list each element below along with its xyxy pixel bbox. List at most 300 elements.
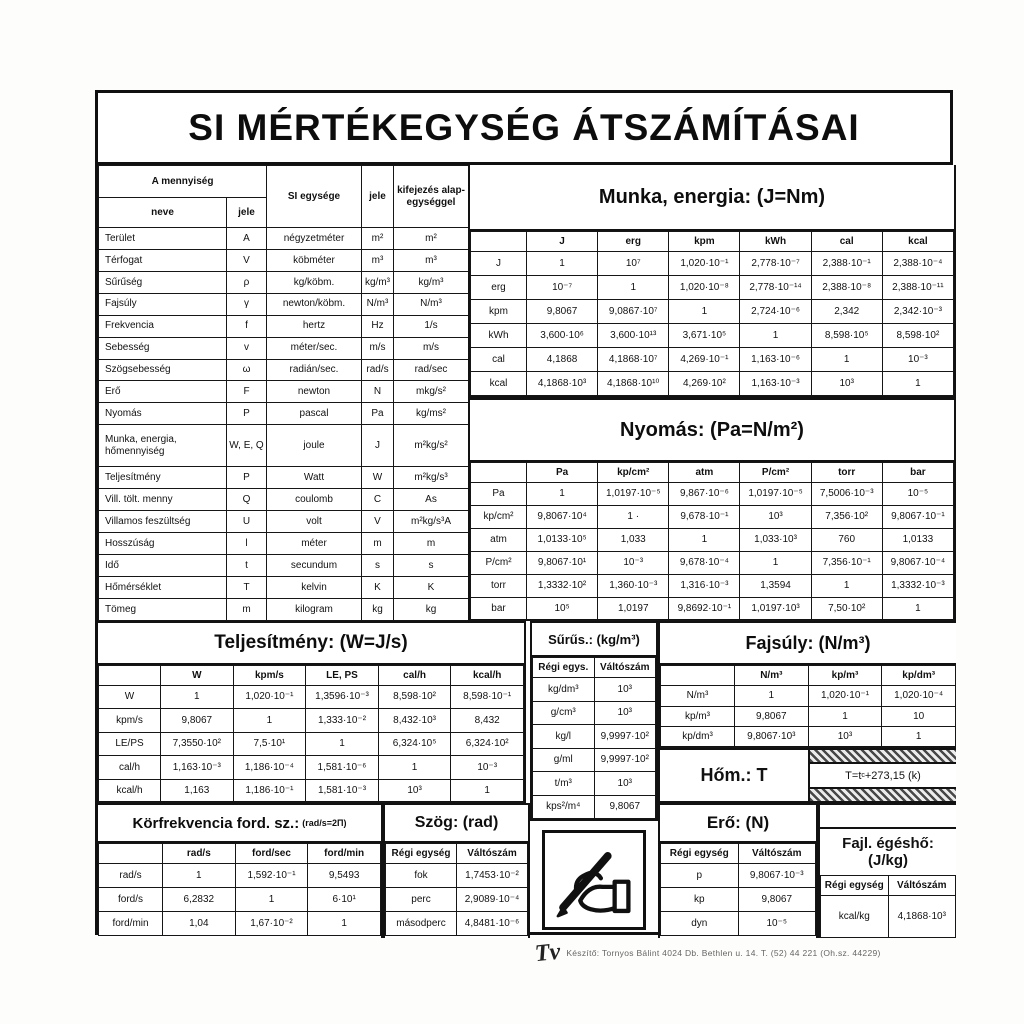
table-cell: méter/sec.	[267, 337, 362, 359]
row-header: erg	[471, 276, 527, 300]
column-header: Váltószám	[738, 844, 816, 864]
fajsuly-table	[660, 665, 956, 748]
table-cell: 1,020·10⁻⁸	[669, 276, 740, 300]
row-header: kps²/m⁴	[533, 795, 595, 819]
table-cell: hertz	[267, 315, 362, 337]
table-cell: 10⁻³	[882, 348, 953, 372]
table-cell: P	[227, 467, 267, 489]
table-cell: kelvin	[267, 577, 362, 599]
ero-title: Erő: (N)	[660, 805, 816, 843]
szog-title: Szög: (rad)	[385, 805, 528, 843]
table-cell: N/m³	[394, 293, 469, 315]
table-cell: m²kg/s³	[394, 467, 469, 489]
table-cell: N	[362, 381, 394, 403]
table-cell: 1,3594	[740, 575, 811, 598]
table-cell: mkg/s²	[394, 381, 469, 403]
table-cell: m	[227, 598, 267, 620]
hom-block	[658, 748, 956, 803]
table-cell: kg/ms²	[394, 403, 469, 425]
column-header: J	[527, 232, 598, 252]
column-header: jele	[362, 166, 394, 228]
table-cell: 4,1868·10³	[888, 896, 956, 938]
row-header: cal/h	[99, 756, 161, 779]
table-row	[661, 706, 956, 727]
column-header	[471, 232, 527, 252]
table-cell: 1	[740, 552, 811, 575]
table-row	[99, 686, 524, 709]
table-cell: 1,3332·10⁻³	[882, 575, 953, 598]
table-cell: 9,0867·10⁷	[598, 300, 669, 324]
column-header: rad/s	[163, 844, 236, 864]
hom-formula-cell	[810, 750, 956, 801]
table-row	[471, 506, 954, 529]
row-header: fok	[386, 864, 457, 888]
table-cell: 9,8067·10⁻⁴	[882, 552, 953, 575]
table-cell: 10⁻⁵	[738, 912, 816, 936]
row-header: W	[99, 686, 161, 709]
table-cell: 2,342·10⁻³	[882, 300, 953, 324]
row-header: kp/cm²	[471, 506, 527, 529]
column-header: A mennyiség	[99, 166, 267, 198]
table-cell: kg/m³	[362, 271, 394, 293]
table-cell: 10³	[378, 779, 451, 802]
table-row	[99, 293, 469, 315]
row-header: p	[661, 864, 739, 888]
table-cell: 9,8067	[161, 709, 234, 732]
table-cell: 4,1868·10³	[527, 372, 598, 396]
korfrekvencia-table	[98, 843, 381, 936]
egesho-title	[820, 827, 956, 875]
ero-table	[660, 843, 816, 936]
table-cell: As	[394, 489, 469, 511]
sheet-title-bar	[98, 93, 950, 165]
table-cell: m²kg/s³A	[394, 511, 469, 533]
column-header: kifejezés alap- egységgel	[394, 166, 469, 228]
writing-hand-icon	[551, 840, 637, 920]
table-cell: 1	[882, 372, 953, 396]
table-cell: 8,598·10⁻¹	[451, 686, 524, 709]
table-cell: 6,324·10⁵	[378, 732, 451, 755]
row-header: Hőmérséklet	[99, 577, 227, 599]
table-cell: 1,020·10⁻¹	[669, 252, 740, 276]
table-cell: 1,333·10⁻²	[306, 709, 379, 732]
table-cell: 7,3550·10²	[161, 732, 234, 755]
table-row	[99, 489, 469, 511]
column-header: kpm	[669, 232, 740, 252]
egesho-table	[820, 875, 956, 938]
table-cell: 9,8067·10⁻¹	[882, 506, 953, 529]
table-cell: m	[362, 533, 394, 555]
table-cell: 4,269·10²	[669, 372, 740, 396]
row-header: kp	[661, 888, 739, 912]
row-header: kg/dm³	[533, 678, 595, 702]
table-cell: m²kg/s²	[394, 425, 469, 467]
table-cell: 7,356·10²	[811, 506, 882, 529]
table-row	[99, 864, 381, 888]
table-cell: volt	[267, 511, 362, 533]
row-header: P/cm²	[471, 552, 527, 575]
table-cell: 1,3596·10⁻³	[306, 686, 379, 709]
surus-title: Sűrűs.: (kg/m³)	[532, 623, 656, 657]
row-header: g/ml	[533, 748, 595, 772]
table-cell: v	[227, 337, 267, 359]
egesho-title-line1: Fajl. égéshő:	[842, 834, 934, 852]
row-header: torr	[471, 575, 527, 598]
egesho-spacer	[820, 805, 956, 827]
table-cell: 1,0133·10⁵	[527, 529, 598, 552]
table-cell: Watt	[267, 467, 362, 489]
table-cell: 2,724·10⁻⁶	[740, 300, 811, 324]
column-header	[661, 666, 735, 686]
row-header: ford/s	[99, 888, 163, 912]
table-row	[533, 772, 656, 796]
hatch-strip-bottom	[810, 789, 956, 801]
table-row	[386, 864, 528, 888]
table-cell: 1,0197·10⁻⁵	[598, 483, 669, 506]
table-cell: 9,8067	[735, 706, 809, 727]
row-header: g/cm³	[533, 701, 595, 725]
table-cell: W, E, Q	[227, 425, 267, 467]
table-cell: 2,388·10⁻⁴	[882, 252, 953, 276]
table-cell: K	[362, 577, 394, 599]
table-row	[99, 249, 469, 271]
row-header: dyn	[661, 912, 739, 936]
surus-block	[530, 621, 658, 821]
header-row	[471, 232, 954, 252]
row-header: cal	[471, 348, 527, 372]
table-cell: s	[362, 555, 394, 577]
table-cell: 10⁻³	[598, 552, 669, 575]
table-row	[99, 467, 469, 489]
row-header: Szögsebesség	[99, 359, 227, 381]
table-row	[99, 555, 469, 577]
table-cell: 8,432	[451, 709, 524, 732]
table-cell: kg	[362, 598, 394, 620]
table-cell: 1,186·10⁻¹	[233, 779, 306, 802]
table-row	[533, 748, 656, 772]
column-header: SI egysége	[267, 166, 362, 228]
table-cell: 10³	[594, 772, 656, 796]
table-cell: 9,8067	[738, 888, 816, 912]
table-cell: 3,600·10¹³	[598, 324, 669, 348]
table-cell: 9,9997·10²	[594, 748, 656, 772]
table-cell: 1	[378, 756, 451, 779]
table-cell: 10³	[594, 701, 656, 725]
row-header: t/m³	[533, 772, 595, 796]
table-cell: 2,388·10⁻¹	[811, 252, 882, 276]
table-cell: m²	[394, 228, 469, 250]
row-header: másodperc	[386, 912, 457, 936]
table-row	[471, 575, 954, 598]
quantities-block	[98, 165, 468, 621]
printer-logo: Tv	[533, 938, 562, 967]
table-cell: 6,2832	[163, 888, 236, 912]
table-row	[99, 337, 469, 359]
table-cell: V	[362, 511, 394, 533]
table-row	[661, 727, 956, 748]
row-header: Tömeg	[99, 598, 227, 620]
table-cell: 1,020·10⁻¹	[808, 686, 882, 707]
column-header: Pa	[527, 463, 598, 483]
table-row	[471, 252, 954, 276]
table-cell: 8,598·10⁵	[811, 324, 882, 348]
column-header: bar	[882, 463, 953, 483]
table-cell: 10⁵	[527, 598, 598, 621]
table-row	[661, 864, 816, 888]
table-cell: joule	[267, 425, 362, 467]
hom-label-text: Hőm.: T	[700, 765, 768, 785]
table-cell: ω	[227, 359, 267, 381]
table-cell: 1	[527, 252, 598, 276]
table-cell: 1,020·10⁻¹	[233, 686, 306, 709]
table-cell: kilogram	[267, 598, 362, 620]
table-cell: 1	[669, 529, 740, 552]
table-cell: t	[227, 555, 267, 577]
table-cell: 1	[233, 709, 306, 732]
table-cell: 7,50·10²	[811, 598, 882, 621]
table-cell: 7,5006·10⁻³	[811, 483, 882, 506]
table-cell: 10³	[811, 372, 882, 396]
row-header: Pa	[471, 483, 527, 506]
printer-imprint-text: Készítő: Tornyos Bálint 4024 Db. Bethlen u. 14. T. (52) 44 221 (Oh.sz. 44229)	[566, 948, 881, 958]
table-cell: 1/s	[394, 315, 469, 337]
table-cell: kg	[394, 598, 469, 620]
table-cell: 1,581·10⁻⁶	[306, 756, 379, 779]
row-header: Sebesség	[99, 337, 227, 359]
table-cell: 2,388·10⁻⁸	[811, 276, 882, 300]
stamp-box	[530, 821, 658, 938]
table-cell: 9,8067·10¹	[527, 552, 598, 575]
table-row	[533, 701, 656, 725]
table-cell: m/s	[394, 337, 469, 359]
table-cell: 1,592·10⁻¹	[235, 864, 308, 888]
table-row	[386, 888, 528, 912]
table-cell: 10³	[594, 678, 656, 702]
row-header: Teljesítmény	[99, 467, 227, 489]
table-row	[99, 425, 469, 467]
column-header: ford/min	[308, 844, 381, 864]
column-header: P/cm²	[740, 463, 811, 483]
column-header: atm	[669, 463, 740, 483]
table-cell: 1,163·10⁻⁶	[740, 348, 811, 372]
table-row	[533, 795, 656, 819]
column-header: Régi egység	[386, 844, 457, 864]
table-cell: 1	[527, 483, 598, 506]
table-cell: 9,8067·10⁻³	[738, 864, 816, 888]
quantities-header	[99, 166, 469, 228]
column-header: LE, PS	[306, 666, 379, 686]
column-header	[471, 463, 527, 483]
table-cell: 1	[669, 300, 740, 324]
ero-block	[658, 803, 818, 938]
hom-formula	[810, 762, 956, 789]
row-header: Munka, energia, hőmennyiség	[99, 425, 227, 467]
table-cell: 8,598·10²	[882, 324, 953, 348]
table-row	[533, 725, 656, 749]
row-header: Erő	[99, 381, 227, 403]
table-cell: 1	[306, 732, 379, 755]
header-row	[386, 844, 528, 864]
table-cell: 10⁻⁵	[882, 483, 953, 506]
table-cell: 10³	[808, 727, 882, 748]
row-header: Hosszúság	[99, 533, 227, 555]
row-header: kp/dm³	[661, 727, 735, 748]
table-cell: 1,581·10⁻³	[306, 779, 379, 802]
table-row	[99, 709, 524, 732]
row-header: LE/PS	[99, 732, 161, 755]
table-cell: 1,7453·10⁻²	[457, 864, 528, 888]
row-header: kg/l	[533, 725, 595, 749]
table-cell: γ	[227, 293, 267, 315]
row-header: Térfogat	[99, 249, 227, 271]
szog-table	[385, 843, 528, 936]
table-cell: f	[227, 315, 267, 337]
row-header: kWh	[471, 324, 527, 348]
table-row	[386, 912, 528, 936]
table-row	[99, 732, 524, 755]
egesho-block	[818, 803, 956, 938]
column-header: Régi egység	[661, 844, 739, 864]
korfrekvencia-title-suffix: (rad/s=2Π)	[302, 818, 347, 828]
column-header: kWh	[740, 232, 811, 252]
row-header: kpm	[471, 300, 527, 324]
hom-formula-sub: c	[861, 772, 865, 779]
row-header: perc	[386, 888, 457, 912]
table-cell: 3,600·10⁶	[527, 324, 598, 348]
table-cell: 10³	[740, 506, 811, 529]
teljesitmeny-table	[98, 665, 524, 803]
table-cell: Pa	[362, 403, 394, 425]
table-cell: secundum	[267, 555, 362, 577]
table-cell: J	[362, 425, 394, 467]
table-cell: ρ	[227, 271, 267, 293]
column-header: kcal/h	[451, 666, 524, 686]
table-cell: 9,8067	[594, 795, 656, 819]
table-cell: A	[227, 228, 267, 250]
row-header: Nyomás	[99, 403, 227, 425]
column-header: ford/sec	[235, 844, 308, 864]
teljesitmeny-block	[98, 621, 526, 803]
column-header: kp/m³	[808, 666, 882, 686]
table-cell: 1,163·10⁻³	[740, 372, 811, 396]
table-cell: 6·10¹	[308, 888, 381, 912]
table-cell: m³	[362, 249, 394, 271]
table-cell: kg/köbm.	[267, 271, 362, 293]
table-cell: 4,1868	[527, 348, 598, 372]
column-header	[99, 666, 161, 686]
table-row	[99, 228, 469, 250]
table-cell: s	[394, 555, 469, 577]
table-cell: Q	[227, 489, 267, 511]
table-cell: 4,8481·10⁻⁶	[457, 912, 528, 936]
table-cell: 1	[808, 706, 882, 727]
table-cell: V	[227, 249, 267, 271]
table-row	[99, 888, 381, 912]
table-cell: 9,678·10⁻¹	[669, 506, 740, 529]
table-cell: 4,269·10⁻¹	[669, 348, 740, 372]
header-row	[661, 666, 956, 686]
table-row	[99, 779, 524, 802]
column-header: N/m³	[735, 666, 809, 686]
hom-label	[660, 750, 810, 801]
column-header: Váltószám	[457, 844, 528, 864]
teljesitmeny-title: Teljesítmény: (W=J/s)	[98, 623, 524, 665]
row-header: Sűrűség	[99, 271, 227, 293]
table-cell: 9,9997·10²	[594, 725, 656, 749]
column-header: cal	[811, 232, 882, 252]
table-cell: coulomb	[267, 489, 362, 511]
conversion-sheet	[95, 90, 953, 935]
table-cell: 9,8067·10⁴	[527, 506, 598, 529]
table-cell: newton	[267, 381, 362, 403]
table-cell: 1,186·10⁻⁴	[233, 756, 306, 779]
hom-formula-pre: T=t	[845, 769, 862, 782]
table-cell: 2,388·10⁻¹¹	[882, 276, 953, 300]
table-cell: 1	[882, 598, 953, 621]
header-row	[661, 844, 816, 864]
nyomas-table	[470, 462, 954, 621]
table-row	[99, 598, 469, 620]
table-row	[471, 276, 954, 300]
column-header	[99, 844, 163, 864]
table-cell: 3,671·10⁵	[669, 324, 740, 348]
table-cell: 1	[598, 276, 669, 300]
row-header: Terület	[99, 228, 227, 250]
row-header: kcal/kg	[821, 896, 889, 938]
table-cell: 8,432·10³	[378, 709, 451, 732]
table-cell: 9,8692·10⁻¹	[669, 598, 740, 621]
row-header: kp/m³	[661, 706, 735, 727]
surus-table	[532, 657, 656, 819]
table-row	[471, 372, 954, 396]
table-cell: 4,1868·10¹⁰	[598, 372, 669, 396]
table-cell: 1,033	[598, 529, 669, 552]
table-cell: 6,324·10²	[451, 732, 524, 755]
quantities-table	[98, 165, 469, 621]
nyomas-block	[468, 398, 956, 621]
table-cell: köbméter	[267, 249, 362, 271]
table-cell: rad/s	[362, 359, 394, 381]
korfrekvencia-title	[98, 805, 381, 843]
nyomas-title: Nyomás: (Pa=N/m²)	[470, 400, 954, 462]
column-header: kp/cm²	[598, 463, 669, 483]
column-header: W	[161, 666, 234, 686]
egesho-title-line2: (J/kg)	[867, 852, 908, 869]
table-row	[661, 912, 816, 936]
row-header: atm	[471, 529, 527, 552]
korfrekvencia-title-text: Körfrekvencia ford. sz.:	[132, 814, 300, 832]
table-cell: Hz	[362, 315, 394, 337]
row-header: N/m³	[661, 686, 735, 707]
table-row	[99, 756, 524, 779]
table-cell: 9,678·10⁻⁴	[669, 552, 740, 575]
header-row	[471, 463, 954, 483]
table-row	[533, 678, 656, 702]
table-row	[661, 686, 956, 707]
table-cell: 2,9089·10⁻⁴	[457, 888, 528, 912]
table-cell: 1,020·10⁻⁴	[882, 686, 956, 707]
table-cell: 9,5493	[308, 864, 381, 888]
table-cell: U	[227, 511, 267, 533]
fajsuly-block	[658, 621, 956, 748]
munka-energia-block	[468, 165, 956, 398]
table-row	[99, 577, 469, 599]
row-header: Vill. tölt. menny	[99, 489, 227, 511]
table-row	[99, 533, 469, 555]
column-header: kcal	[882, 232, 953, 252]
table-row	[99, 912, 381, 936]
table-cell: P	[227, 403, 267, 425]
